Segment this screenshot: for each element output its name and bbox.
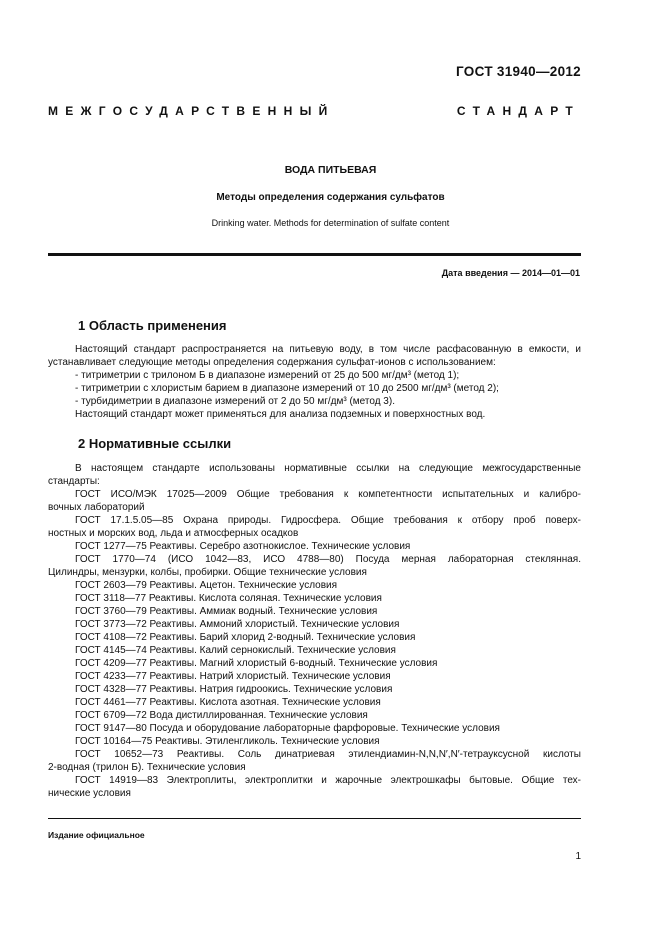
english-title: Drinking water. Methods for determination of sulfate content <box>211 218 450 228</box>
edition-label: Издание официальное <box>48 830 145 840</box>
footer-divider <box>48 818 581 819</box>
section-2-line: вочных лабораторий <box>48 502 145 513</box>
section-2-line: ГОСТ 3760—79 Реактивы. Аммиак водный. Технические условия <box>75 606 378 617</box>
document-subtitle: Методы определения содержания сульфатов <box>216 192 445 203</box>
section-2-line: ГОСТ 10652—73 Реактивы. Соль динатриевая этилендиамин-N,N,N′,N′-тетрауксусной кислоты <box>75 749 581 760</box>
section-2-line: ГОСТ 4108—72 Реактивы. Барий хлорид 2-водный. Технические условия <box>75 632 416 643</box>
title-divider <box>48 253 581 256</box>
page-number: 1 <box>575 851 581 862</box>
section-2-line: ГОСТ 10164—75 Реактивы. Этиленгликоль. Технические условия <box>75 736 380 747</box>
section-2-line: ГОСТ 1770—74 (ИСО 1042—83, ИСО 4788—80) Посуда мерная лабораторная стеклянная. <box>75 554 581 565</box>
introduction-date: Дата введения — 2014—01—01 <box>441 268 580 278</box>
section-2-line: ностных и морских вод, льда и атмосферных осадков <box>48 528 299 539</box>
section-2-line: ГОСТ 3773—72 Реактивы. Аммоний хлористый. Технические условия <box>75 619 400 630</box>
document-title: ВОДА ПИТЬЕВАЯ <box>284 164 377 176</box>
section-2-line: В настоящем стандарте использованы нормативные ссылки на следующие межгосударственные <box>75 463 581 474</box>
section-1-line: Настоящий стандарт может применяться для анализа подземных и поверхностных вод. <box>75 409 486 420</box>
section-2-line: ГОСТ 4328—77 Реактивы. Натрия гидроокись. Технические условия <box>75 684 393 695</box>
section-1-line: устанавливает следующие методы определения содержания сульфат-ионов с использованием: <box>48 357 496 368</box>
section-1-line: - титриметрии с хлористым барием в диапазоне измерений от 10 до 2500 мг/дм³ (метод 2); <box>75 383 499 394</box>
section-2-heading: 2 Нормативные ссылки <box>78 436 232 451</box>
section-1-heading: 1 Область применения <box>78 318 227 333</box>
document-number: ГОСТ 31940—2012 <box>456 64 581 79</box>
section-2-line: Цилиндры, мензурки, колбы, пробирки. Общие технические условия <box>48 567 367 578</box>
section-2-line: ГОСТ 4233—77 Реактивы. Натрий хлористый. Технические условия <box>75 671 391 682</box>
section-2-line: стандарты: <box>48 476 100 487</box>
section-1-line: - титриметрии с трилоном Б в диапазоне измерений от 25 до 500 мг/дм³ (метод 1); <box>75 370 460 381</box>
section-2-line: ГОСТ 17.1.5.05—85 Охрана природы. Гидросфера. Общие требования к отбору проб поверх- <box>75 515 581 526</box>
section-1-line: Настоящий стандарт распространяется на питьевую воду, в том числе расфасованную в емкости, и <box>75 344 581 355</box>
section-2-line: ГОСТ 6709—72 Вода дистиллированная. Технические условия <box>75 710 368 721</box>
section-2-line: ГОСТ 4461—77 Реактивы. Кислота азотная. Технические условия <box>75 697 381 708</box>
section-2-line: 2-водная (трилон Б). Технические условия <box>48 762 246 773</box>
section-2-line: ГОСТ 1277—75 Реактивы. Серебро азотнокислое. Технические условия <box>75 541 411 552</box>
section-2-line: ГОСТ ИСО/МЭК 17025—2009 Общие требования к компетентности испытательных и калибро- <box>75 489 581 500</box>
section-2-line: нические условия <box>48 788 131 799</box>
section-1-line: - турбидиметрии в диапазоне измерений от 2 до 50 мг/дм³ (метод 3). <box>75 396 395 407</box>
section-2-line: ГОСТ 3118—77 Реактивы. Кислота соляная. Технические условия <box>75 593 382 604</box>
section-2-line: ГОСТ 2603—79 Реактивы. Ацетон. Технические условия <box>75 580 338 591</box>
section-2-line: ГОСТ 4145—74 Реактивы. Калий сернокислый. Технические условия <box>75 645 396 656</box>
section-2-line: ГОСТ 9147—80 Посуда и оборудование лабораторные фарфоровые. Технические условия <box>75 723 500 734</box>
section-2-line: ГОСТ 14919—83 Электроплиты, электроплитки и жарочные электрошкафы бытовые. Общие тех- <box>75 775 581 786</box>
standard-banner: МЕЖГОСУДАРСТВЕННЫЙ СТАНДАРТ <box>48 104 580 118</box>
section-2-line: ГОСТ 4209—77 Реактивы. Магний хлористый 6-водный. Технические условия <box>75 658 438 669</box>
